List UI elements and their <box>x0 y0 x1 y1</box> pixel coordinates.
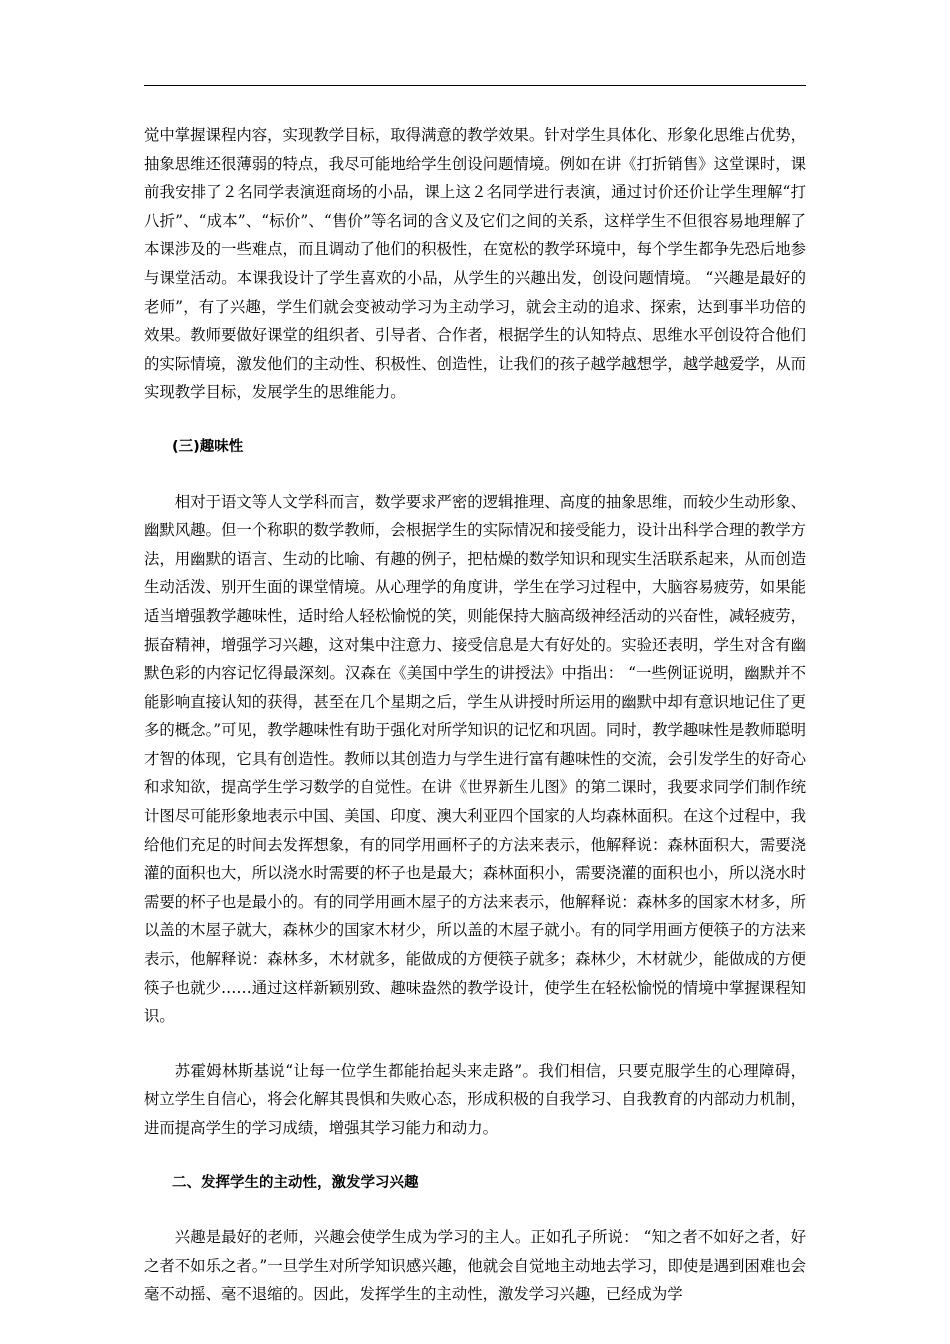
section-heading-initiative: 二、发挥学生的主动性，激发学习兴趣 <box>172 1174 419 1191</box>
paragraph-interest: 相对于语文等人文学科而言，数学要求严密的逻辑推理、高度的抽象思维，而较少生动形象、幽默风趣。但一个称职的数学教师，会根据学生的实际情况和接受能力，设计出科学合理的教学方法，用幽默的语言、生动的比喻、有趣的例子，把枯燥的数学知识和现实生活联系起来，从而创造生动活泼、别开生面的课堂情境。从心理学的角度讲，学生在学习过程中，大脑容易疲劳，如果能适当增强教学趣味性，适时给人轻松愉悦的笑，则能保持大脑高级神经活动的兴奋性，减轻疲劳，振奋精神，增强学习兴趣，这对集中注意力、接受信息是大有好处的。实验还表明，学生对含有幽默色彩的内容记忆得最深刻。汉森在《美国中学生的讲授法》中指出： “一些例证说明，幽默并不能影响直接认知的获得，甚至在几个星期之后，学生从讲授时所运用的幽默中却有意识地记住了更多的概念。”可见，教学趣味性有助于强化对所学知识的记忆和巩固。同时，教学趣味性是教师聪明才智的体现，它具有创造性。教师以其创造力与学生进行富有趣味性的交流，会引发学生的好奇心和求知欲，提高学生学习数学的自觉性。在讲《世界新生儿图》的第二课时，我要求同学们制作统计图尽可能形象地表示中国、美国、印度、澳大利亚四个国家的人均森林面积。在这个过程中，我给他们充足的时间去发挥想象，有的同学用画杯子的方法来表示，他解释说：森林面积大，需要浇灌的面积也大，所以浇水时需要的杯子也是最大；森林面积小，需要浇灌的面积也小，所以浇水时需要的杯子也是最小的。有的同学用画木屋子的方法来表示，他解释说：森林多的国家木材多，所以盖的木屋子就大，森林少的国家木材少，所以盖的木屋子就小。有的同学用画方便筷子的方法来表示，他解释说：森林多，木材就多，能做成的方便筷子就多；森林少，木材就少，能做成的方便筷子也就少……通过这样新颖别致、趣味盎然的教学设计，使学生在轻松愉悦的情境中掌握课程知识。 <box>144 492 806 1026</box>
paragraph-sukhomlinsky: 苏霍姆林斯基说“让每一位学生都能抬起头来走路”。我们相信，只要克服学生的心理障碍，树立学生自信心，将会化解其畏惧和失败心态，形成积极的自我学习、自我教育的内部动力机制，进而提高学生的学习成绩，增强其学习能力和动力。 <box>144 1061 806 1137</box>
header-rule <box>144 85 806 86</box>
section-heading-interest: (三)趣味性 <box>172 438 244 455</box>
paragraph-continuation: 觉中掌握课程内容，实现教学目标，取得满意的教学效果。针对学生具体化、形象化思维占优势，抽象思维还很薄弱的特点，我尽可能地给学生创设问题情境。例如在讲《打折销售》这堂课时，课前我安排了２名同学表演逛商场的小品，课上这２名同学进行表演，通过讨价还价让学生理解“打八折”、“成本”、“标价”、“售价”等名词的含义及它们之间的关系，这样学生不但很容易地理解了本课涉及的一些难点，而且调动了他们的积极性，在宽松的教学环境中，每个学生都争先恐后地参与课堂活动。本课我设计了学生喜欢的小品，从学生的兴趣出发，创设问题情境。 “兴趣是最好的老师”，有了兴趣，学生们就会变被动学习为主动学习，就会主动的追求、探索，达到事半功倍的效果。教师要做好课堂的组织者、引导者、合作者，根据学生的认知特点、思维水平创设符合他们的实际情境，激发他们的主动性、积极性、创造性，让我们的孩子越学越想学，越学越爱学，从而实现教学目标，发展学生的思维能力。 <box>144 126 806 402</box>
paragraph-initiative: 兴趣是最好的老师，兴趣会使学生成为学习的主人。正如孔子所说： “知之者不如好之者，好之者不如乐之者。”一旦学生对所学知识感兴趣，他就会自觉地主动地去学习，即使是遇到困难也会毫不动摇、毫不退缩的。因此，发挥学生的主动性，激发学习兴趣，已经成为学 <box>144 1228 806 1304</box>
document-body <box>144 121 806 1309</box>
